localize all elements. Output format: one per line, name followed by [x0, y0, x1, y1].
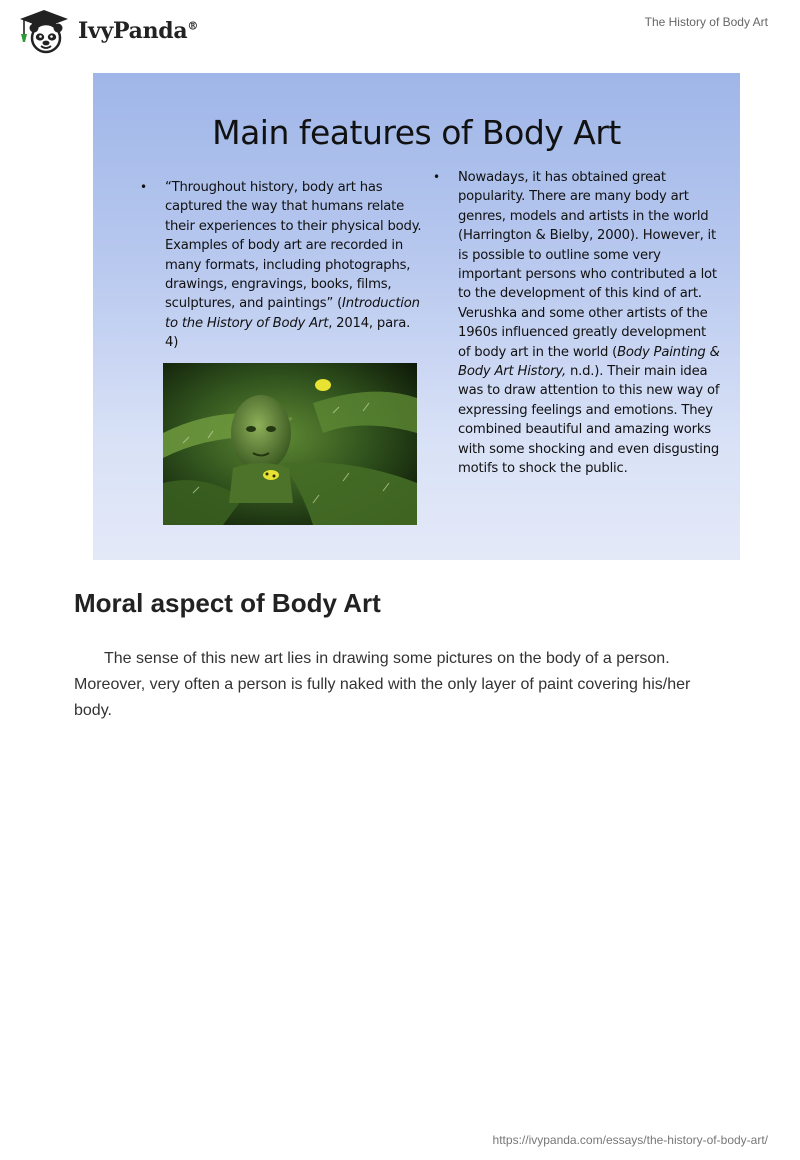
page-header	[0, 0, 800, 60]
bullet-icon: •	[140, 180, 147, 194]
left-bullet-quote: “Throughout history, body art has captured the way that humans relate their experiences to their physical body. Examples of body art are recorded in many formats, including photographs, drawings, engravings, books, films, sculptures, and paintings” (	[165, 180, 422, 312]
body-paragraph: The sense of this new art lies in drawing some pictures on the body of a person. Moreover, very often a person is fully naked with the only layer of paint covering his/her body.	[74, 650, 691, 719]
slide-left-bullet	[140, 178, 427, 353]
slide-right-bullet	[433, 168, 720, 479]
footer-source-link[interactable]: https://ivypanda.com/essays/the-history-of-body-art/	[492, 1133, 768, 1147]
right-bullet-citation-title: Body Painting & Body Art History,	[458, 344, 720, 380]
ivypanda-logo[interactable]	[16, 8, 198, 54]
painted-figure-image	[163, 363, 417, 525]
document-title: The History of Body Art	[644, 15, 768, 29]
panda-graduate-icon	[16, 8, 72, 54]
left-bullet-citation-rest: , 2014, para. 4)	[165, 315, 411, 351]
section-heading: Moral aspect of Body Art	[74, 588, 381, 618]
right-bullet-text-b: n.d.). Their main idea was to draw attention to this new way of expressing feelings and emotions. They combined beautiful and amazing works with some shocking and even disgusting motifs to shock the public.	[458, 364, 720, 477]
left-bullet-citation-title: Introduction to the History of Body Art	[165, 296, 420, 331]
body-art-photo	[163, 363, 417, 525]
slide-title: Main features of Body Art	[212, 113, 621, 152]
bullet-icon: •	[433, 170, 440, 184]
logo-wordmark: IvyPanda®	[78, 18, 199, 44]
slide-figure	[93, 73, 740, 560]
right-bullet-text-a: Nowadays, it has obtained great popularity. There are many body art genres, models and artists in the world (Harrington & Bielby, 2000). However, it is possible to outline some very important persons who contributed a lot to the development of this kind of art. Verushka and some other artists of the 1960s influenced greatly development of body art in the world (	[458, 170, 717, 360]
